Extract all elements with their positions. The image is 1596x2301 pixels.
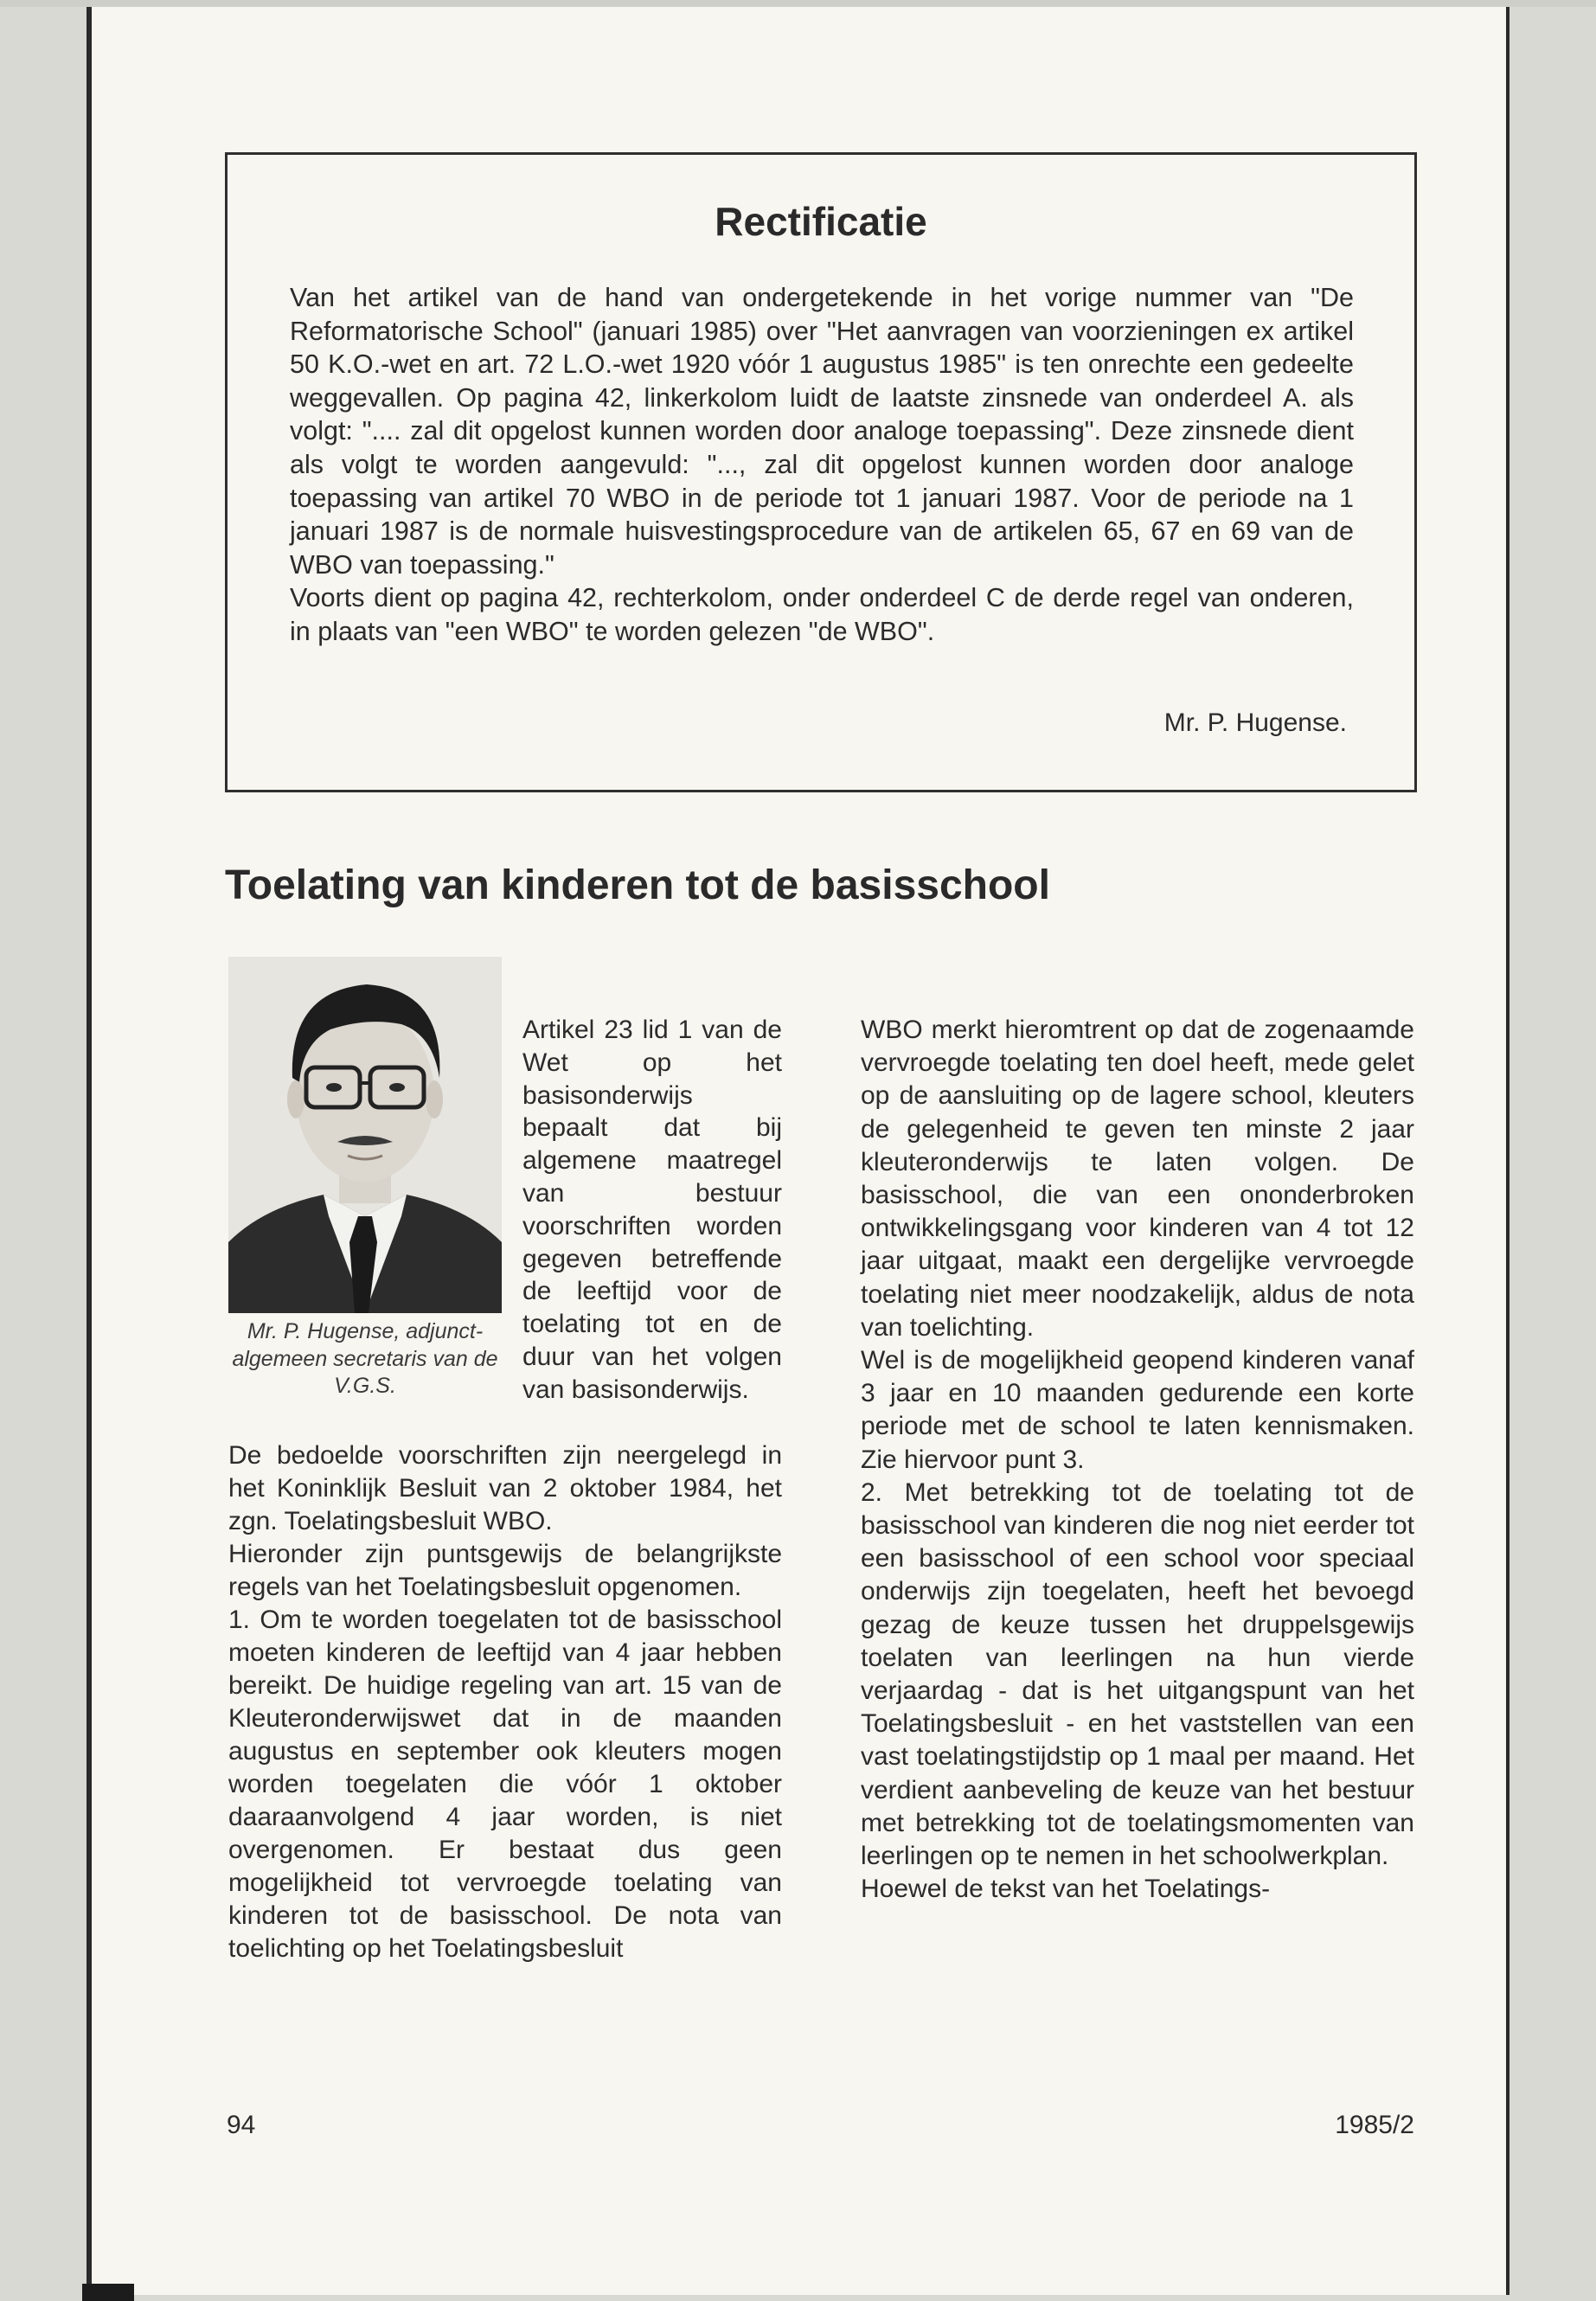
article-paragraph: 1. Om te worden toegelaten tot de basisschool moeten kinderen de leeftijd van 4 jaar hebben bereikt. De huidige regeling van art. 15 van de Kleuteronderwijswet dat in de maanden augustus en september ook kleuters mogen worden toegelaten die vóór 1 oktober daaraanvolgend 4 jaar worden, is niet overgenomen. Er bestaat dus geen mogelijkheid tot vervroegde toelating van kinderen tot de basisschool. De nota van toelichting op het Toelatingsbesluit (228, 1606, 782, 1963)
rectificatie-box (225, 152, 1417, 792)
scan-edge (82, 2284, 134, 2301)
article-left-column (228, 1439, 782, 1965)
author-portrait (228, 957, 502, 1313)
article-paragraph: De bedoelde voorschriften zijn neergelegd in het Koninklijk Besluit van 2 oktober 1984, het zgn. Toelatingsbesluit WBO. (228, 1441, 782, 1535)
rectificatie-title: Rectificatie (715, 199, 927, 244)
article-intro (522, 1014, 782, 1407)
page-number: 94 (227, 2111, 256, 2139)
article-paragraph: Wel is de mogelijkheid geopend kinderen vanaf 3 jaar en 10 maanden gedurende een korte periode met de school te laten kennismaken. Zie hiervoor punt 3. (861, 1346, 1414, 1474)
rectificatie-paragraph: Voorts dient op pagina 42, rechterkolom, onder onderdeel C de derde regel van onderen, in plaats van "een WBO" te worden gelezen "de WBO". (290, 583, 1354, 646)
rectificatie-paragraph: Van het artikel van de hand van ondergetekende in het vorige nummer van "De Reformatorische School" (januari 1985) over "Het aanvragen van voorzieningen ex artikel 50 K.O.-wet en art. 72 L.O.-wet 1920 vóór 1 augustus 1985" is ten onrechte een gedeelte weggevallen. Op pagina 42, linkerkolom luidt de laatste zinsnede van onderdeel A. als volgt: ".... zal dit opgelost kunnen worden door analoge toepassing". Deze zinsnede dient als volgt te worden aangevuld: "..., zal dit opgelost kunnen worden door analoge toepassing van artikel 70 WBO in de periode tot 1 januari 1987. Voor de periode na 1 januari 1987 is de normale huisvestingsprocedure van de artikelen 65, 67 en 69 van de WBO van toepassing." (290, 283, 1354, 580)
rectificatie-body (290, 281, 1354, 649)
rectificatie-signature: Mr. P. Hugense. (1163, 708, 1347, 737)
article-right-column (861, 1014, 1414, 1906)
article-headline: Toelating van kinderen tot de basisschool (225, 862, 1050, 908)
article-paragraph: Hieronder zijn puntsgewijs de belangrijkste regels van het Toelatingsbesluit opgenomen. (228, 1540, 782, 1601)
scan-border (0, 0, 1596, 7)
photo-caption: Mr. P. Hugense, adjunct-algemeen secretaris van de V.G.S. (232, 1319, 498, 1399)
article-paragraph: Hoewel de tekst van het Toelatings- (861, 1875, 1271, 1904)
portrait-image (228, 957, 502, 1313)
intro-paragraph: Artikel 23 lid 1 van de Wet op het basisonderwijs bepaalt dat bij algemene maatregel van bestuur voorschriften worden gegeven betreffende de leeftijd voor de toelating tot en de duur van het volgen van basisonderwijs. (522, 1016, 782, 1404)
issue-number: 1985/2 (1335, 2111, 1414, 2139)
article-paragraph: WBO merkt hieromtrent op dat de zogenaamde vervroegde toelating ten doel heeft, mede gelet op de aansluiting op de lagere school, kleuters de gelegenheid te geven ten minste 2 jaar kleuteronderwijs te laten volgen. De basisschool, die van een ononderbroken ontwikkelingsgang voor kinderen van 4 tot 12 jaar uitgaat, maakt een dergelijke vervroegde toelating niet meer noodzakelijk, aldus de nota van toelichting. (861, 1016, 1414, 1342)
article-paragraph: 2. Met betrekking tot de toelating tot de basisschool van kinderen die nog niet eerder tot een basisschool of een school voor speciaal onderwijs zijn toegelaten, heeft het bevoegd gezag de keuze tussen het druppelsgewijs toelaten van leerlingen na hun vierde verjaardag - dat is het uitgangspunt van het Toelatingsbesluit - en het vaststellen van een vast toelatingstijdstip op 1 maal per maand. Het verdient aanbeveling de keuze van het bestuur met betrekking tot de toelatingsmomenten van leerlingen op te nemen in het schoolwerkplan. (861, 1477, 1414, 1871)
